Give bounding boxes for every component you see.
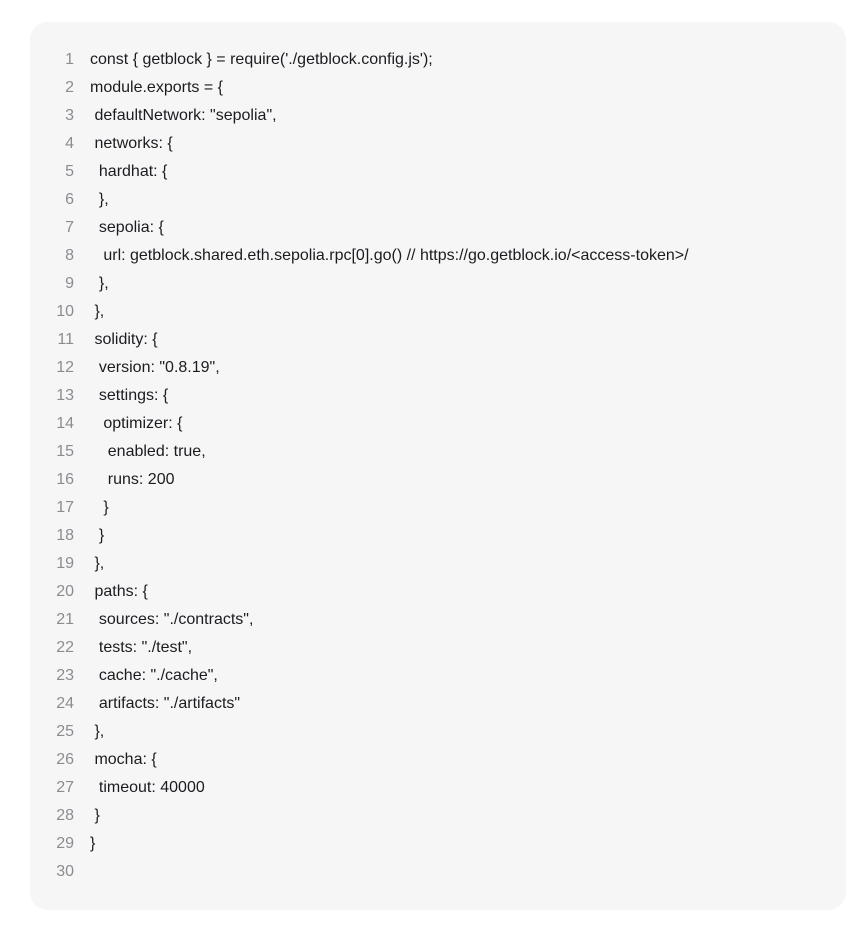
- line-number: 17: [56, 499, 74, 516]
- line-number: 22: [56, 639, 74, 656]
- code-line: [30, 522, 846, 550]
- line-text: networks: {: [90, 135, 173, 152]
- code-line: [30, 326, 846, 354]
- line-text: },: [90, 275, 109, 292]
- line-text: runs: 200: [90, 471, 175, 488]
- code-line: [30, 830, 846, 858]
- line-text: },: [90, 303, 105, 320]
- line-text: optimizer: {: [90, 415, 183, 432]
- code-lines: [30, 46, 846, 886]
- line-text: }: [90, 835, 96, 852]
- code-line: [30, 102, 846, 130]
- line-number: 27: [56, 779, 74, 796]
- line-number: 7: [65, 219, 74, 236]
- line-number: 10: [56, 303, 74, 320]
- line-text: settings: {: [90, 387, 169, 404]
- line-number: 2: [65, 79, 74, 96]
- code-line: [30, 354, 846, 382]
- code-line: [30, 270, 846, 298]
- line-number: 11: [57, 331, 74, 348]
- line-text: }: [90, 807, 100, 824]
- code-line: [30, 410, 846, 438]
- line-text: paths: {: [90, 583, 148, 600]
- line-text: },: [90, 555, 105, 572]
- line-number: 9: [65, 275, 74, 292]
- line-number: 23: [56, 667, 74, 684]
- code-line: [30, 130, 846, 158]
- line-text: module.exports = {: [90, 79, 223, 96]
- code-block: [30, 22, 846, 910]
- code-line: [30, 858, 846, 886]
- code-line: [30, 74, 846, 102]
- line-number: 20: [56, 583, 74, 600]
- code-line: [30, 746, 846, 774]
- line-number: 29: [56, 835, 74, 852]
- code-line: [30, 774, 846, 802]
- line-text: sources: "./contracts",: [90, 611, 254, 628]
- line-text: tests: "./test",: [90, 639, 193, 656]
- code-line: [30, 634, 846, 662]
- line-number: 26: [56, 751, 74, 768]
- code-line: [30, 690, 846, 718]
- line-number: 16: [56, 471, 74, 488]
- line-text: artifacts: "./artifacts": [90, 695, 241, 712]
- code-line: [30, 718, 846, 746]
- line-text: version: "0.8.19",: [90, 359, 220, 376]
- line-number: 6: [65, 191, 74, 208]
- code-line: [30, 158, 846, 186]
- code-line: [30, 242, 846, 270]
- line-text: url: getblock.shared.eth.sepolia.rpc[0].go() // https://go.getblock.io/<access-token>/: [90, 247, 689, 264]
- line-number: 18: [56, 527, 74, 544]
- line-number: 12: [56, 359, 74, 376]
- code-line: [30, 662, 846, 690]
- line-text: solidity: {: [90, 331, 158, 348]
- line-number: 13: [56, 387, 74, 404]
- line-number: 21: [56, 611, 74, 628]
- line-number: 28: [56, 807, 74, 824]
- line-number: 24: [56, 695, 74, 712]
- line-text: },: [90, 191, 109, 208]
- line-text: const { getblock } = require('./getblock.config.js');: [90, 51, 433, 68]
- line-text: },: [90, 723, 105, 740]
- line-text: defaultNetwork: "sepolia",: [90, 107, 277, 124]
- code-line: [30, 606, 846, 634]
- line-number: 25: [56, 723, 74, 740]
- line-number: 14: [56, 415, 74, 432]
- line-number: 19: [56, 555, 74, 572]
- line-text: sepolia: {: [90, 219, 164, 236]
- line-number: 1: [65, 51, 74, 68]
- line-text: cache: "./cache",: [90, 667, 218, 684]
- line-number: 4: [65, 135, 74, 152]
- code-line: [30, 438, 846, 466]
- line-number: 15: [56, 443, 74, 460]
- code-line: [30, 298, 846, 326]
- line-text: enabled: true,: [90, 443, 206, 460]
- line-number: 3: [65, 107, 74, 124]
- code-line: [30, 382, 846, 410]
- code-line: [30, 550, 846, 578]
- code-line: [30, 494, 846, 522]
- line-number: 30: [56, 863, 74, 880]
- line-text: hardhat: {: [90, 163, 168, 180]
- code-line: [30, 186, 846, 214]
- line-number: 5: [65, 163, 74, 180]
- code-line: [30, 578, 846, 606]
- code-line: [30, 466, 846, 494]
- code-line: [30, 46, 846, 74]
- line-text: }: [90, 499, 109, 516]
- line-text: timeout: 40000: [90, 779, 205, 796]
- line-number: 8: [65, 247, 74, 264]
- code-line: [30, 214, 846, 242]
- line-text: mocha: {: [90, 751, 157, 768]
- line-text: }: [90, 527, 105, 544]
- code-line: [30, 802, 846, 830]
